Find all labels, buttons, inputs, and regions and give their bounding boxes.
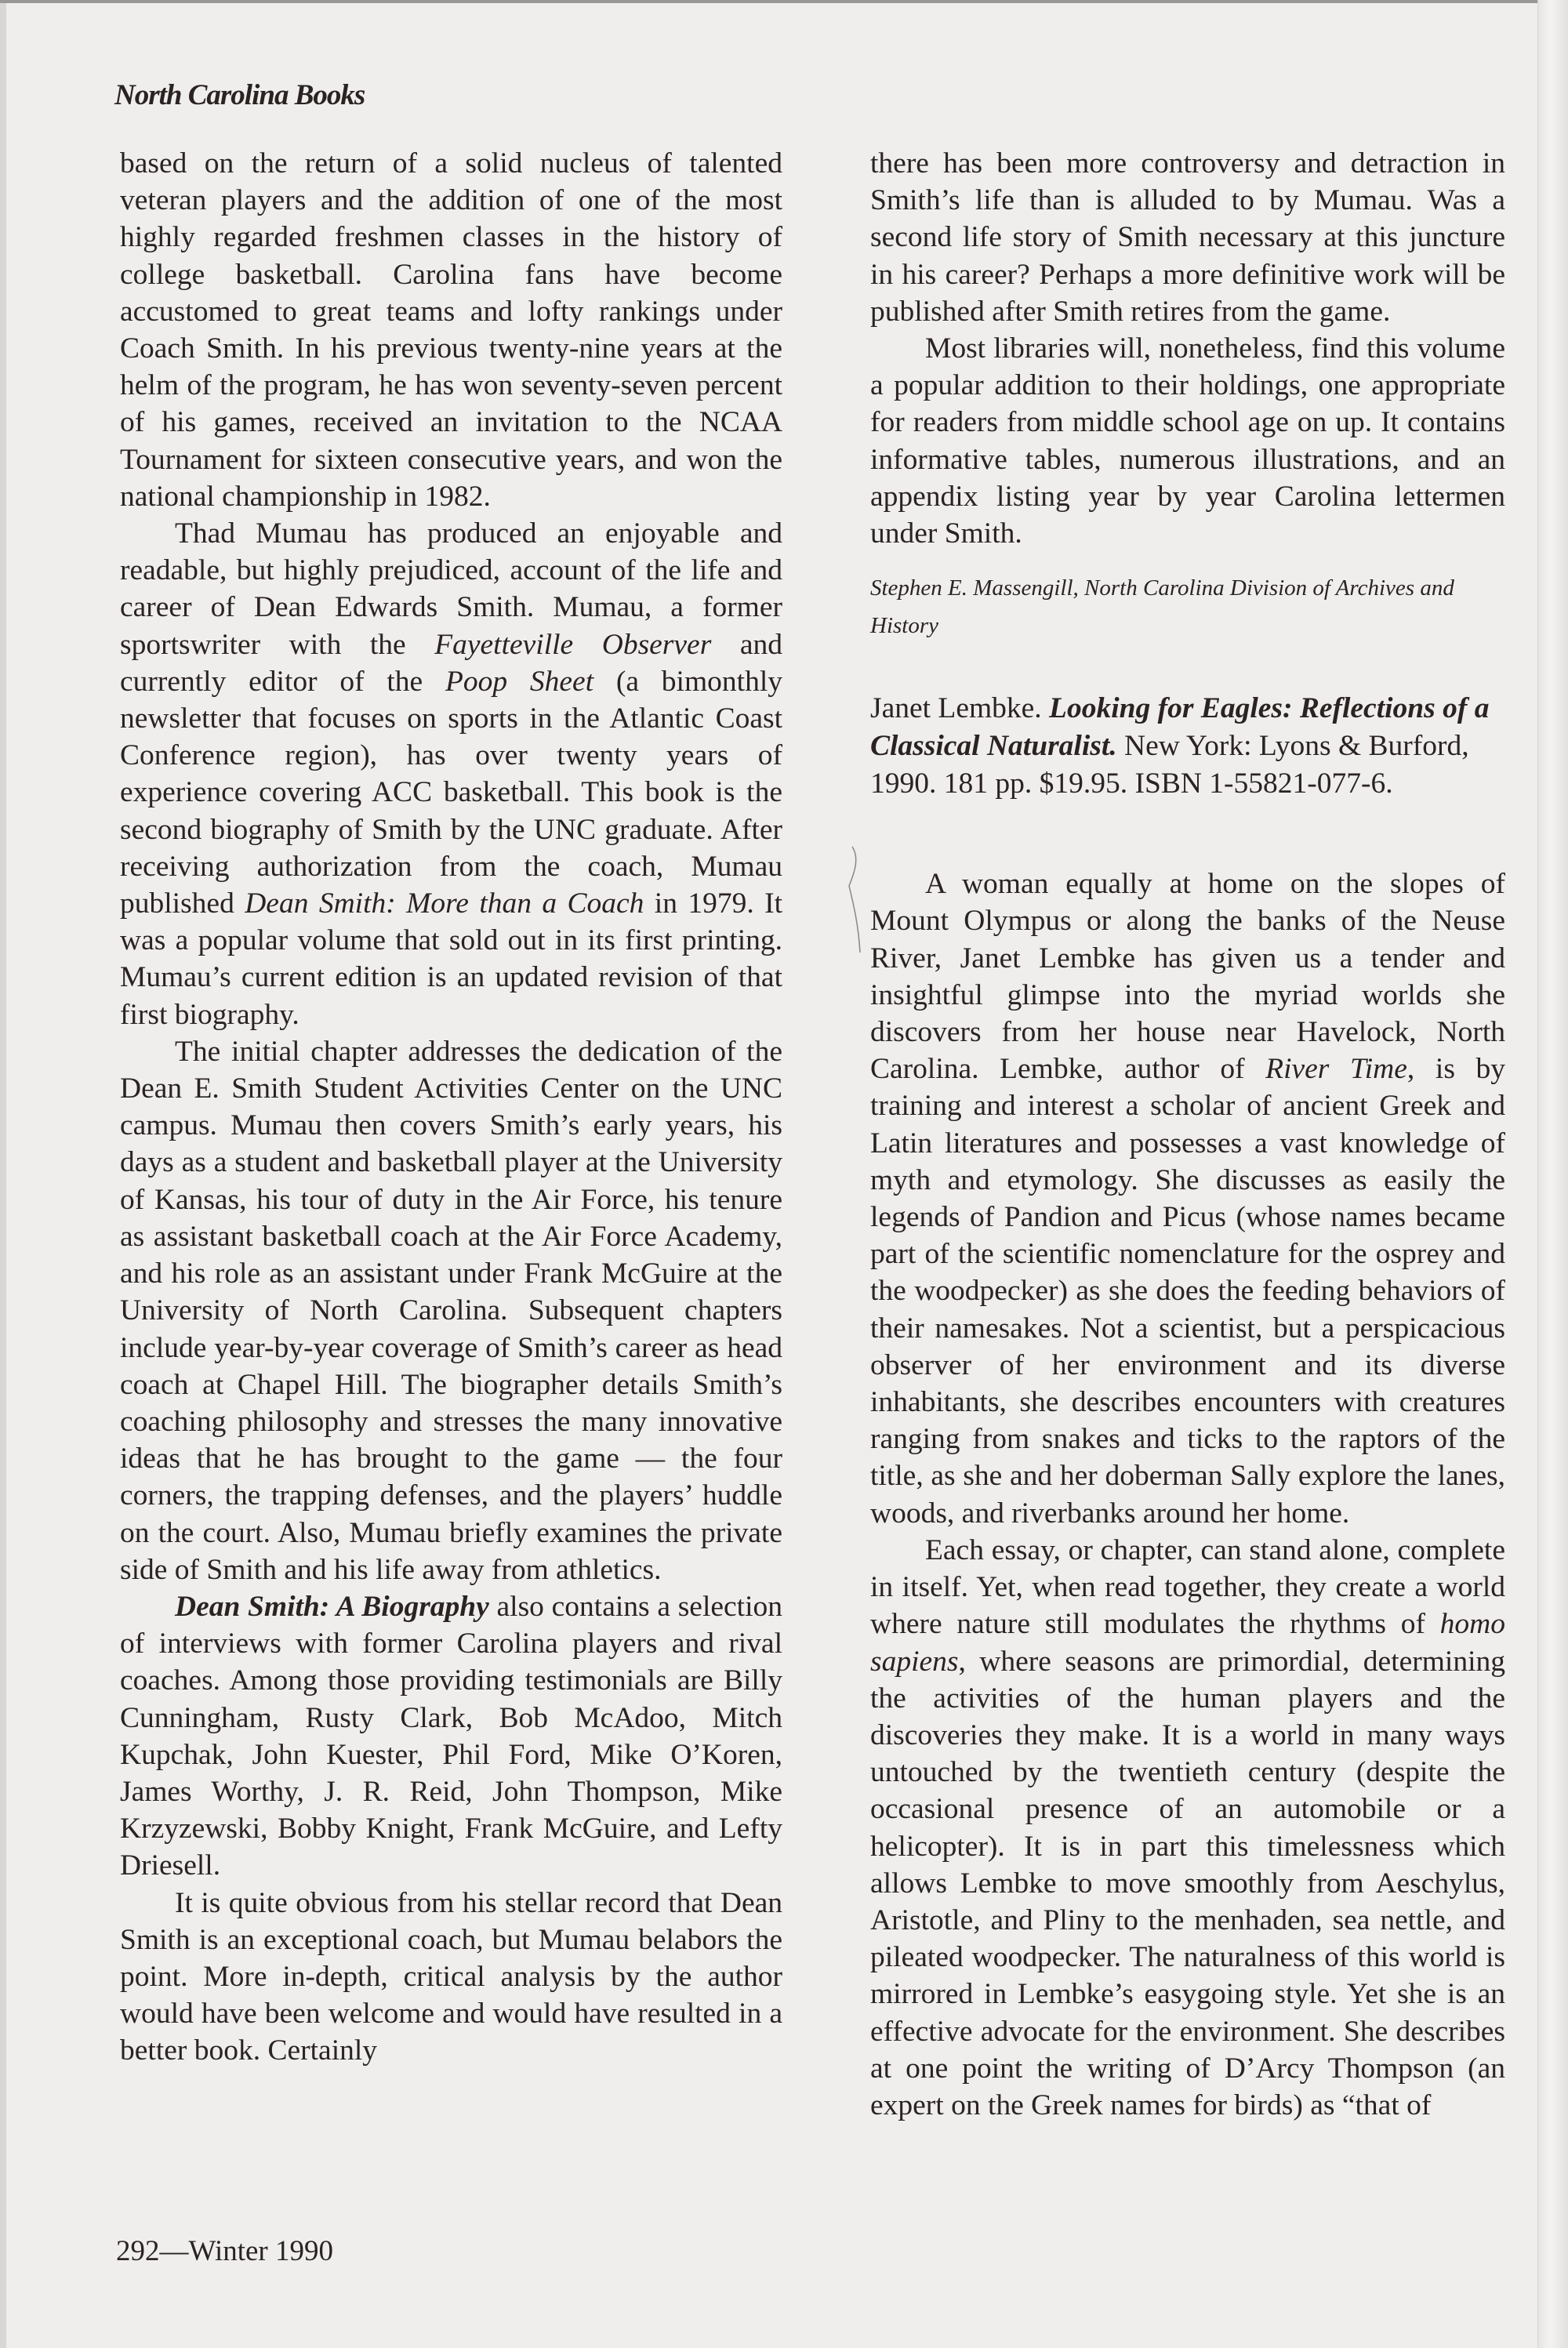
- text-run: A woman equally at home on the slopes of Mount Olympus or along the banks of the Neuse River, Janet Lembke has given us a tender and insightful glimpse into the myriad worlds she discovers from her house near Havelock, North Carolina. Lembke, author of: [870, 868, 1505, 1086]
- text-run: Each essay, or chapter, can stand alone, complete in itself. Yet, when read together, they create a world where nature still modulates the rhythms of: [870, 1533, 1505, 1641]
- right-paragraph-3: [870, 866, 1505, 1532]
- left-paragraph-3: The initial chapter addresses the dedication of the Dean E. Smith Student Activities Center on the UNC campus. Mumau then covers Smith’s early years, his days as a student and basketball player at the University of Kansas, his tour of duty in the Air Force, his tenure as assistant basketball coach at the Air Force Academy, and his role as an assistant under Frank McGuire at the University of North Carolina. Subsequent chapters include year-by-year coverage of Smith’s career as head coach at Chapel Hill. The biographer details Smith’s coaching philosophy and stresses the many innovative ideas that he has brought to the game — the four corners, the trapping defenses, and the players’ huddle on the court. Also, Mumau briefly examines the private side of Smith and his life away from athletics.: [120, 1035, 782, 1586]
- periodical-title: Poop Sheet: [445, 665, 594, 698]
- species-name: homo sapiens: [870, 1608, 1505, 1678]
- left-column: [120, 145, 782, 2070]
- text-run: Thad Mumau has produced an enjoyable and readable, but highly prejudiced, account of the life and career of Dean Edwards Smith. Mumau, a former sportswriter with the: [120, 517, 782, 661]
- page-folio: 292—Winter 1990: [116, 2235, 333, 2267]
- text-run: , where seasons are primordial, determining the activities of the human players and the discoveries they make. It is a world in many ways untouched by the twentieth century (despite the occasional presence of an automobile or a helicopter). It is in part this timelessness which allows Lembke to move smoothly from Aeschylus, Aristotle, and Pliny to the menhaden, sea nettle, and pileated woodpecker. The naturalness of this world is mirrored in Lembke’s easygoing style. Yet she is an effective advocate for the environment. She describes at one point the writing of D’Arcy Thompson (an expert on the Greek names for birds) as “that of: [870, 1645, 1505, 2121]
- reviewer-byline: Stephen E. Massengill, North Carolina Division of Archives and History: [870, 575, 1454, 639]
- right-paragraph-1: there has been more controversy and detraction in Smith’s life than is alluded to by Mumau. Was a second life story of Smith necessary at this juncture in his career? Perhaps a more definitive work will be published after Smith retires from the game.: [870, 147, 1505, 328]
- left-paragraph-4: [120, 1588, 782, 1885]
- text-run: in 1979. It was a popular volume that sold out in its first printing. Mumau’s current edition is an updated revision of that first biography.: [120, 887, 783, 1031]
- text-run: also contains a selection of interviews with former Carolina players and rival coaches. Among those providing testimonials are Billy Cunningham, Rusty Clark, Bob McAdoo, Mitch Kupchak, John Kuester, Phil Ford, Mike O’Koren, James Worthy, J. R. Reid, John Thompson, Mike Krzyzewski, Bobby Knight, Frank McGuire, and Lefty Driesell.: [120, 1590, 782, 1882]
- page-edge-right: [1537, 0, 1568, 2348]
- page-edge-top: [0, 0, 1568, 3]
- running-head: North Carolina Books: [114, 79, 365, 111]
- pencil-bracket-mark: [843, 843, 866, 960]
- left-paragraph-2: [120, 515, 782, 1033]
- citation-publication: New York: Lyons & Burford, 1990. 181 pp. $19.95. ISBN 1-55821-077-6.: [870, 730, 1469, 800]
- text-run: , is by training and interest a scholar of ancient Greek and Latin literatures and possesses a vast knowledge of myth and etymology. She discusses as easily the legends of Pandion and Picus (whose names became part of the scientific nomenclature for the osprey and the woodpecker) as she does the feeding behaviors of their namesakes. Not a scientist, but a perspicacious observer of her environment and its diverse inhabitants, she describes encounters with creatures ranging from snakes and ticks to the raptors of the title, as she and her doberman Sally explore the lanes, woods, and riverbanks around her home.: [870, 1053, 1506, 1530]
- right-column: [870, 145, 1505, 2124]
- citation-author: Janet Lembke.: [870, 692, 1042, 725]
- book-title: River Time: [1265, 1053, 1407, 1086]
- left-paragraph-5: It is quite obvious from his stellar record that Dean Smith is an exceptional coach, but Mumau belabors the point. More in-depth, critical analysis by the author would have been welcome and would have resulted in a better book. Certainly: [120, 1886, 782, 2067]
- text-run: (a bimonthly newsletter that focuses on sports in the Atlantic Coast Conference region), has over twenty years of experience covering ACC basketball. This book is the second biography of Smith by the UNC graduate. After receiving authorization from the coach, Mumau published: [120, 665, 782, 920]
- citation-title: Looking for Eagles: Reflections of a Classical Naturalist.: [870, 692, 1490, 763]
- book-citation: [870, 690, 1505, 803]
- book-title: Dean Smith: More than a Coach: [245, 887, 644, 920]
- right-paragraph-2: Most libraries will, nonetheless, find this volume a popular addition to their holdings, one appropriate for readers from middle school age on up. It contains informative tables, numerous illustrations, and an appendix listing year by year Carolina lettermen under Smith.: [870, 332, 1505, 550]
- text-run: and currently editor of the: [120, 628, 782, 698]
- right-paragraph-4: [870, 1532, 1505, 2124]
- book-title: Dean Smith: A Biography: [175, 1590, 489, 1623]
- page-edge-left: [0, 0, 6, 2348]
- left-paragraph-1: based on the return of a solid nucleus of talented veteran players and the addition of one of the most highly regarded freshmen classes in the history of college basketball. Carolina fans have become accustomed to great teams and lofty rankings under Coach Smith. In his previous twenty-nine years at the helm of the program, he has won seventy-seven percent of his games, received an invitation to the NCAA Tournament for sixteen consecutive years, and won the national championship in 1982.: [120, 147, 782, 513]
- periodical-title: Fayetteville Observer: [434, 628, 712, 661]
